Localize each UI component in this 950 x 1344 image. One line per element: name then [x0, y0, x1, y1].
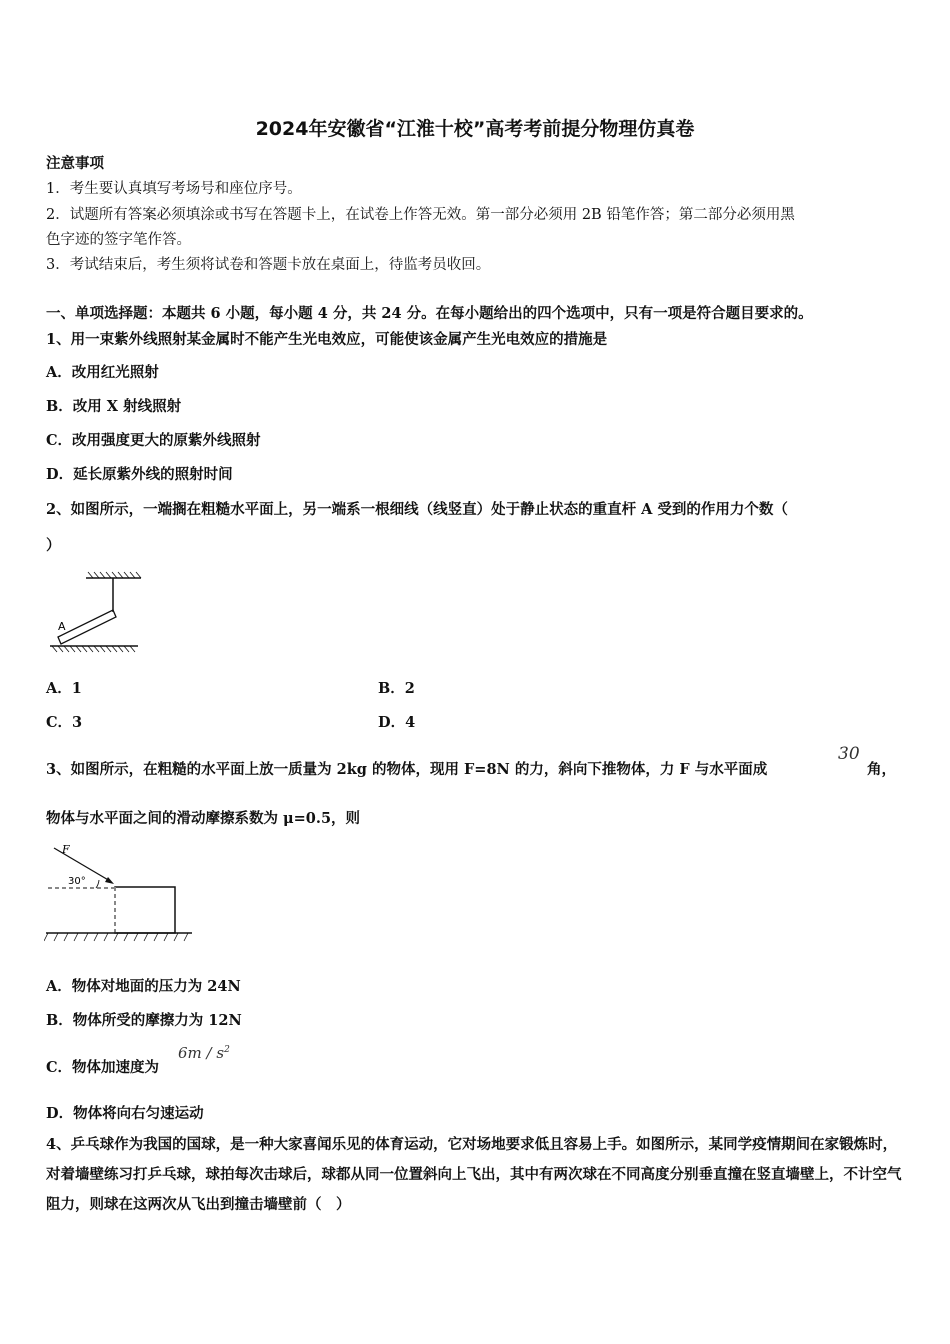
exam-title: 2024年安徽省“江淮十校”高考考前提分物理仿真卷: [255, 118, 695, 140]
q2-rod-figure: [46, 568, 146, 658]
q2-stem-end: ）: [46, 537, 61, 554]
q3-option-d: D．物体将向右匀速运动: [46, 1105, 204, 1122]
q1-option-c: C．改用强度更大的原紫外线照射: [46, 432, 261, 449]
notice-item-1: 1．考生要认真填写考场号和座位序号。: [46, 181, 302, 197]
q3-option-b: B．物体所受的摩擦力为 12N: [46, 1012, 242, 1029]
q3-figure-angle-label: 30°: [68, 876, 86, 887]
notice-item-3: 3．考试结束后，考生须将试卷和答题卡放在桌面上，待监考员收回。: [46, 257, 491, 273]
q3-stem-part1: 3、如图所示，在粗糙的水平面上放一质量为 2kg 的物体，现用 F=8N 的力，斜向下推物体，力 F 与水平面成: [46, 761, 768, 778]
q3-option-c-exponent: 2: [224, 1045, 230, 1055]
q2-option-a: A．1: [46, 680, 82, 697]
q3-force-figure: [44, 840, 196, 946]
q2-option-c: C．3: [46, 714, 83, 731]
notice-item-2: 2．试题所有答案必须填涂或书写在答题卡上，在试卷上作答无效。第一部分必须用 2B 铅笔作答；第二部分必须用黑: [46, 207, 795, 223]
q1-option-a: A．改用红光照射: [46, 364, 159, 381]
q3-angle-value: 30: [838, 744, 860, 764]
q3-stem-part2: 角，: [867, 761, 896, 778]
q3-figure-force-label: F: [62, 843, 70, 856]
q3-option-a: A．物体对地面的压力为 24N: [46, 978, 241, 995]
q1-stem: 1、用一束紫外线照射某金属时不能产生光电效应，可能使该金属产生光电效应的措施是: [46, 331, 608, 348]
q2-option-b: B．2: [378, 680, 415, 697]
notice-item-2-cont: 色字迹的签字笔作答。: [46, 232, 191, 248]
notice-heading: 注意事项: [46, 155, 104, 172]
section-heading: 一、单项选择题：本题共 6 小题，每小题 4 分，共 24 分。在每小题给出的四个选项中，只有一项是符合题目要求的。: [46, 305, 813, 322]
q1-option-b: B．改用 X 射线照射: [46, 398, 182, 415]
q3-option-c-unit: 6m / s: [178, 1044, 225, 1062]
q2-figure-label: A: [58, 620, 66, 633]
q2-option-d: D．4: [378, 714, 416, 731]
q3-option-c-value: [178, 1044, 230, 1062]
q3-option-c-prefix: C．物体加速度为: [46, 1059, 160, 1076]
q3-stem-line2: 物体与水平面之间的滑动摩擦系数为 μ=0.5，则: [46, 810, 361, 827]
q1-option-d: D．延长原紫外线的照射时间: [46, 466, 233, 483]
q4-stem: 4、乒乓球作为我国的国球，是一种大家喜闻乐见的体育运动，它对场地要求低且容易上手。如图所示，某同学疫情期间在家锻炼时，对着墙壁练习打乒乓球，球拍每次击球后，球都从同一位置斜向上飞出，其中有两次球在不同高度分别垂直撞在竖直墙壁上，不计空气阻力，则球在这两次从飞出到撞击墙壁前（ ）: [46, 1136, 902, 1213]
q2-stem: 2、如图所示，一端搁在粗糙水平面上，另一端系一根细线（线竖直）处于静止状态的重直杆 A 受到的作用力个数（: [46, 501, 788, 518]
